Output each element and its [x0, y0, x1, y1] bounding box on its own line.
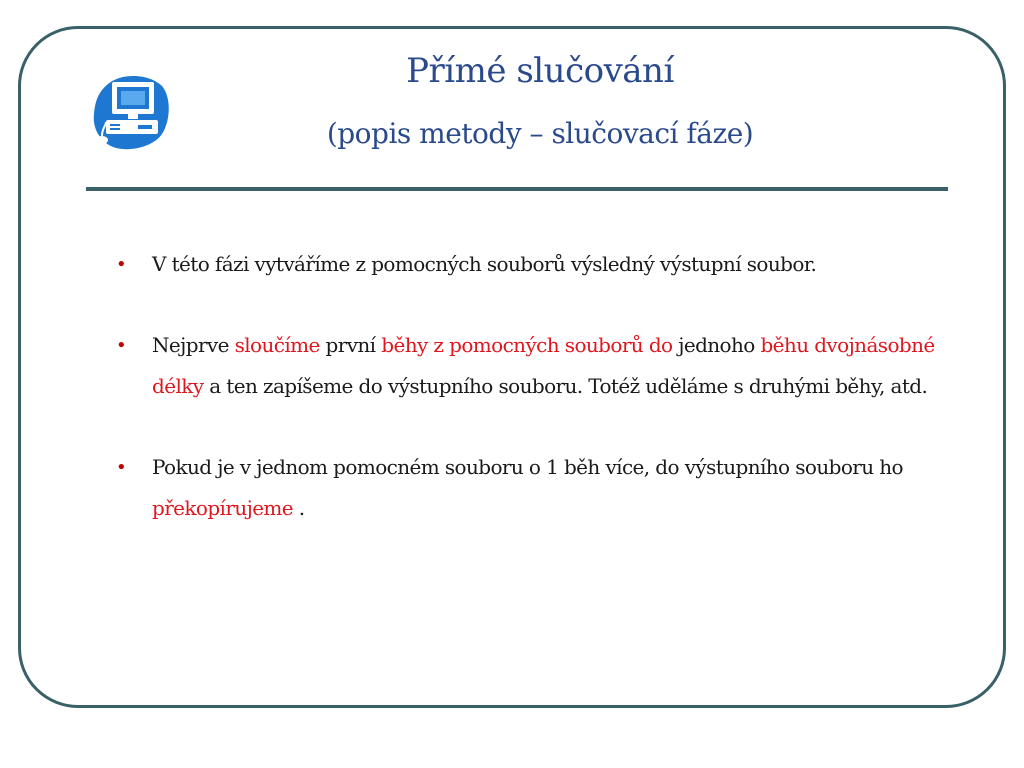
bullet-text: jednoho	[672, 333, 761, 357]
title-divider	[86, 187, 948, 191]
slide-title: Přímé slučování	[406, 51, 674, 91]
bullet-text: Nejprve	[152, 333, 235, 357]
bullet-text: V této fázi vytváříme z pomocných souborů výsledný výstupní soubor.	[152, 252, 817, 276]
bullet-dot-icon: •	[116, 254, 127, 275]
highlighted-text: běhu dvojnásobné délky	[152, 333, 935, 398]
highlighted-text: běhy z pomocných souborů do	[381, 333, 673, 357]
highlighted-text: sloučíme	[234, 333, 320, 357]
bullet-text: .	[293, 496, 305, 520]
slide-subtitle: (popis metody – slučovací fáze)	[326, 117, 754, 150]
bullet-dot-icon: •	[116, 335, 127, 356]
bullet-text: a ten zapíšeme do výstupního souboru. Totéž uděláme s druhými běhy, atd.	[203, 374, 928, 398]
bullet-dot-icon: •	[116, 457, 127, 478]
bullet-text: Pokud je v jednom pomocném souboru o 1 běh více, do výstupního souboru ho	[152, 455, 903, 479]
computer-icon	[88, 70, 172, 154]
bullet-item	[110, 325, 940, 407]
bullet-item	[110, 244, 940, 285]
bullet-text: první	[319, 333, 382, 357]
bullet-list	[110, 244, 940, 529]
bullet-item	[110, 447, 940, 529]
highlighted-text: překopírujeme	[152, 496, 294, 520]
